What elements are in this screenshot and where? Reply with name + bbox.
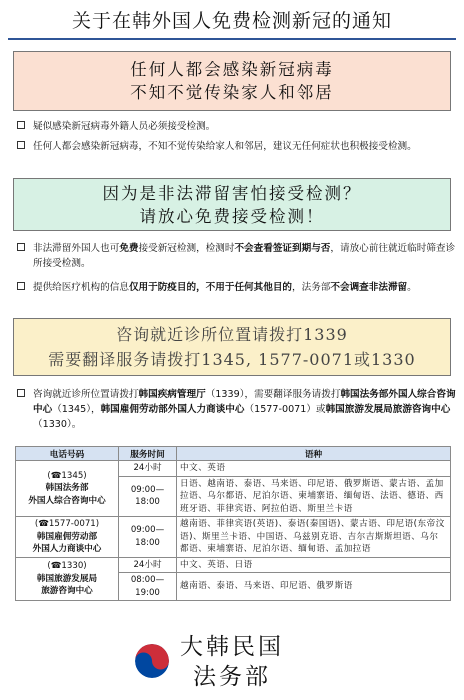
phone-number: (☎1345) (47, 470, 87, 481)
item-text: 咨询就近诊所位置请拨打 (33, 389, 139, 400)
item-text: （1345）， (52, 404, 101, 415)
table-row (16, 517, 451, 558)
banner-line: 因为是非法滞留害怕接受检测？ (102, 184, 362, 203)
checkbox-icon (17, 141, 25, 149)
item-text: ，请放心前往就近临时筛查诊所接受检测。 (33, 243, 456, 269)
checkbox-icon (17, 121, 25, 129)
item-text: 提供给医疗机构的信息 (33, 282, 129, 293)
list-item (17, 139, 457, 154)
item-text-bold: 韩国法务部外国人综合咨询中心 (33, 389, 456, 415)
language-cell: 日语、越南语、泰语、马来语、印尼语、俄罗斯语、蒙古语、孟加拉语、乌尔都语、尼泊尔语、柬埔寨语、缅甸语、法语、德语、西班牙语、菲律宾语、阿拉伯语、斯里兰卡语 (177, 476, 451, 517)
ministry-name (180, 632, 284, 692)
item-text-bold: 韩国雇佣劳动部外国人力商谈中心 (100, 404, 245, 415)
item-text: 接受新冠检测，检测时 (138, 243, 235, 254)
item-text-bold: 免费 (119, 243, 139, 254)
table-header-cell: 电话号码 (16, 447, 119, 461)
time-cell: 08:00—19:00 (119, 573, 177, 601)
language-cell: 中文、英语 (177, 461, 451, 477)
org-name: 旅游咨询中心 (41, 586, 93, 596)
time-cell: 24小时 (119, 461, 177, 477)
item-text-bold: 韩国旅游发展局旅游咨询中心 (325, 404, 451, 415)
list-item (17, 280, 457, 295)
table-header-cell: 语种 (177, 447, 451, 461)
hotline-table (15, 446, 451, 601)
checkbox-icon (17, 389, 25, 397)
banner-line: 不知不觉传染家人和邻居 (130, 83, 334, 102)
item-text: 任何人都会感染新冠病毒，不知不觉传染给家人和邻居，建议无任何症状也积极接受检测。 (33, 141, 417, 152)
checkbox-icon (17, 243, 25, 251)
language-cell: 越南语、泰语、马来语、印尼语、俄罗斯语 (177, 573, 451, 601)
item-text-bold: 仅用于防疫目的，不用于任何其他目的 (128, 282, 293, 293)
banner-line: 任何人都会感染新冠病毒 (130, 60, 334, 79)
item-text-bold: 韩国疾病管理厅 (138, 389, 206, 400)
org-cell (16, 557, 119, 601)
banner-illegal-stay (13, 178, 451, 231)
org-name: 外国人力商谈中心 (32, 544, 102, 554)
item-text: 非法滞留外国人也可 (33, 243, 120, 254)
time-cell: 09:00—18:00 (119, 476, 177, 517)
list-item (17, 387, 457, 432)
item-text-bold: 不会查看签证到期与否 (234, 243, 331, 254)
banner-infection-warning (13, 51, 451, 111)
item-text: （1330）。 (33, 419, 82, 430)
item-text: （1339），需要翻译服务请拨打 (205, 389, 341, 400)
org-cell (16, 517, 119, 558)
page-title: 关于在韩外国人免费检测新冠的通知 (71, 10, 392, 32)
item-text-bold: 不会调查非法滞留 (330, 282, 408, 293)
ministry-name-line: 法务部 (193, 664, 271, 690)
language-cell: 中文、英语、日语 (177, 557, 451, 573)
checkbox-icon (17, 282, 25, 290)
org-cell (16, 461, 119, 517)
banner-line: 需要翻译服务请拨打1345, 1577-0071或1330 (48, 350, 416, 369)
item-text: 疑似感染新冠病毒外籍人员必须接受检测。 (33, 121, 216, 132)
org-name: 外国人综合咨询中心 (28, 495, 106, 506)
table-header-cell: 服务时间 (119, 447, 177, 461)
banner-hotlines (13, 318, 451, 376)
org-name: 韩国雇佣劳动部 (36, 531, 98, 542)
list-item (17, 241, 457, 271)
org-name: 韩国旅游发展局 (36, 573, 98, 584)
org-name: 韩国法务部 (45, 483, 89, 494)
banner-line: 请放心免费接受检测！ (139, 207, 325, 226)
banner-line: 咨询就近诊所位置请拨打1339 (116, 325, 348, 344)
language-cell: 越南语、菲律宾语(英语)、泰语(秦国语)、蒙古语、印尼语(东帝汶语)、斯里兰卡语、中国语、乌兹别克语、吉尔吉斯斯坦语、乌尔都语、柬埔寨语、尼泊尔语、缅甸语、孟加拉语 (177, 517, 451, 558)
item-text: 。 (407, 282, 417, 293)
table-header-row (16, 447, 451, 461)
title-divider (8, 38, 456, 40)
phone-number: (☎1577-0071) (34, 519, 100, 529)
ministry-name-line: 大韩民国 (180, 634, 284, 660)
list-item (17, 119, 457, 134)
table-row (16, 461, 451, 477)
time-cell: 09:00—18:00 (119, 517, 177, 558)
item-text: （1577-0071）或 (244, 404, 326, 415)
table-row (16, 557, 451, 573)
taegeuk-emblem-icon (135, 644, 169, 678)
time-cell: 24小时 (119, 557, 177, 573)
item-text: ，法务部 (292, 282, 331, 293)
phone-number: (☎1330) (47, 561, 87, 571)
